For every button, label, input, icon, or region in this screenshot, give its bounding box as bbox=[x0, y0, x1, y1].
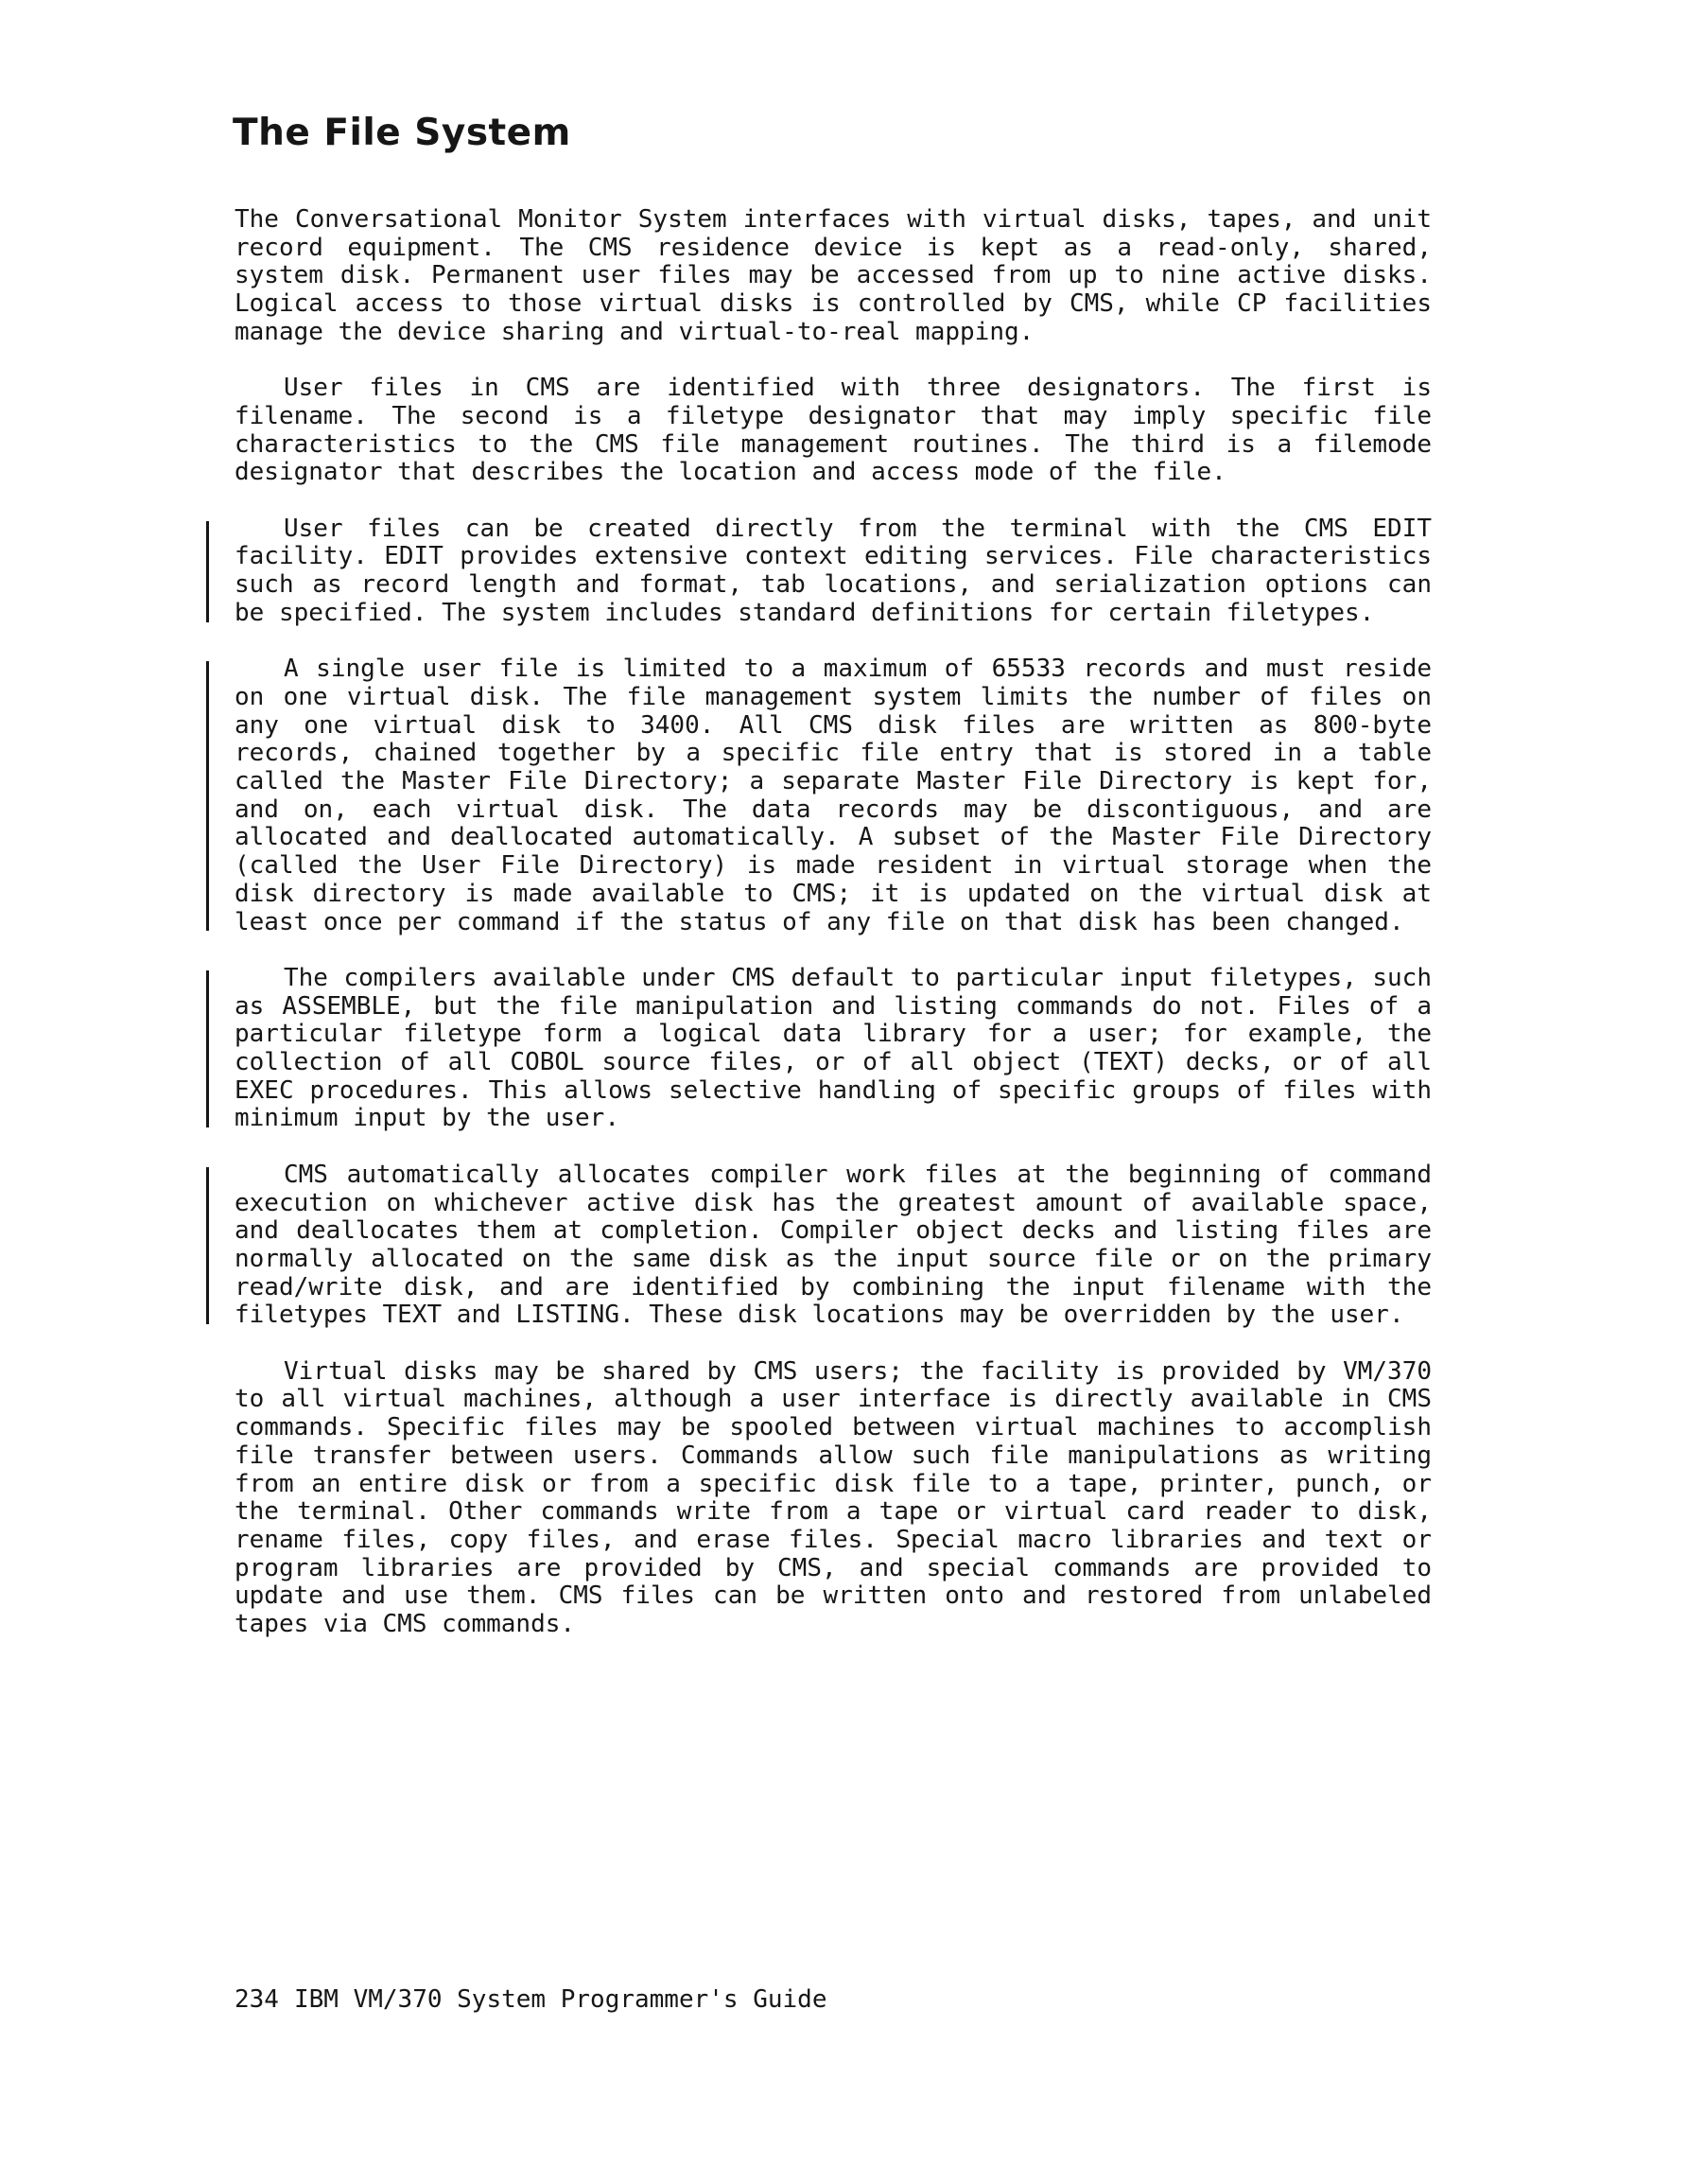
paragraph-2: User files in CMS are identified with three designators. The first is filename. The second is a filetype designator that may imply specific file characteristics to the CMS file management routines. The third is a filemode designator that describes the location and access mode of the file. bbox=[235, 374, 1432, 487]
paragraph-1: The Conversational Monitor System interfaces with virtual disks, tapes, and unit record equipment. The CMS residence device is kept as a read-only, shared, system disk. Permanent user files may be accessed from up to nine active disks. Logical access to those virtual disks is controlled by CMS, while CP facilities manage the device sharing and virtual-to-real mapping. bbox=[235, 205, 1432, 346]
page-number: 234 bbox=[235, 1985, 279, 2014]
paragraph-5: The compilers available under CMS default to particular input filetypes, such as ASSEMBLE, but the file manipulation and listing commands do not. Files of a particular filetype form a logical data library for a user; for example, the collection of all COBOL source files, or of all object (TEXT) decks, or of all EXEC procedures. This allows selective handling of specific groups of files with minimum input by the user. bbox=[235, 963, 1432, 1133]
paragraph-3: User files can be created directly from the terminal with the CMS EDIT facility. EDIT provides extensive context editing services. File characteristics such as record length and format, tab locations, and serialization options can be specified. The system includes standard definitions for certain filetypes. bbox=[235, 514, 1432, 627]
book-title: IBM VM/370 System Programmer's Guide bbox=[293, 1985, 827, 2014]
paragraph-6: CMS automatically allocates compiler work files at the beginning of command execution on whichever active disk has the greatest amount of available space, and deallocates them at completion. Compiler object decks and listing files are normally allocated on the same disk as the input source file or on the primary read/write disk, and are identified by combining the input filename with the filetypes TEXT and LISTING. These disk locations may be overridden by the user. bbox=[235, 1160, 1432, 1330]
section-heading: The File System bbox=[233, 112, 571, 154]
paragraph-4: A single user file is limited to a maximum of 65533 records and must reside on one virtual disk. The file management system limits the number of files on any one virtual disk to 3400. All CMS disk files are written as 800-byte records, chained together by a specific file entry that is stored in a table called the Master File Directory; a separate Master File Directory is kept for, and on, each virtual disk. The data records may be discontiguous, and are allocated and deallocated automatically. A subset of the Master File Directory (called the User File Directory) is made resident in virtual storage when the disk directory is made available to CMS; it is updated on the virtual disk at least once per command if the status of any file on that disk has been changed. bbox=[235, 655, 1432, 936]
paragraph-7: Virtual disks may be shared by CMS users; the facility is provided by VM/370 to all virtual machines, although a user interface is directly available in CMS commands. Specific files may be spooled between virtual machines to accomplish file transfer between users. Commands allow such file manipulations as writing from an entire disk or from a specific disk file to a tape, printer, punch, or the terminal. Other commands write from a tape or virtual card reader to disk, rename files, copy files, and erase files. Special macro libraries and text or program libraries are provided by CMS, and special commands are provided to update and use them. CMS files can be written onto and restored from unlabeled tapes via CMS commands. bbox=[235, 1356, 1432, 1639]
page-footer bbox=[235, 1985, 827, 2014]
body-text bbox=[235, 206, 1432, 1667]
